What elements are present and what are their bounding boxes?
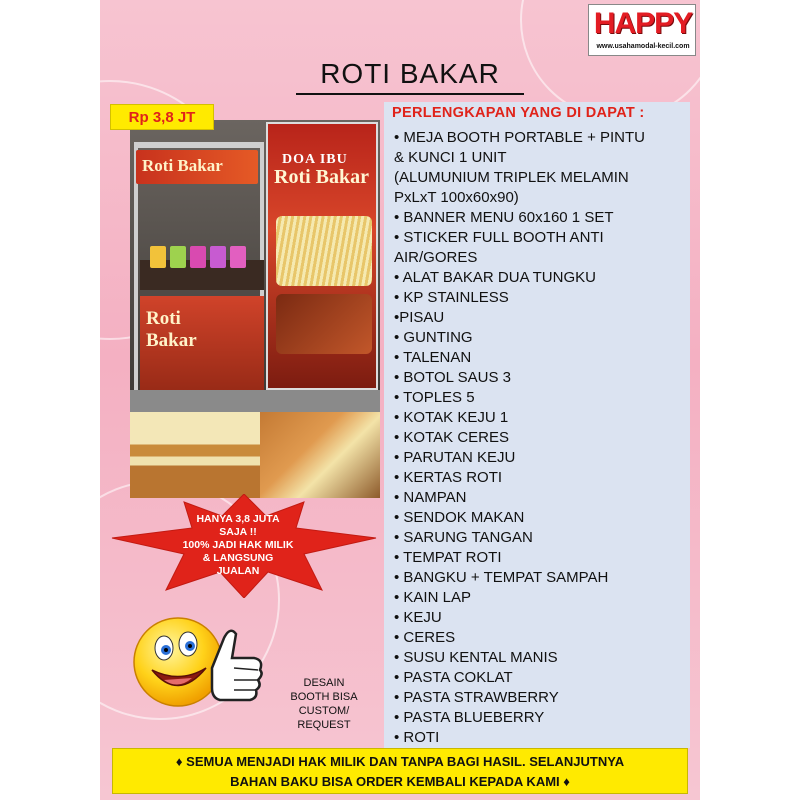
booth-sign xyxy=(136,150,258,184)
note-line: CUSTOM/ xyxy=(298,705,350,717)
promo-text xyxy=(156,513,320,578)
jar xyxy=(190,246,206,268)
photo-floor xyxy=(130,390,380,412)
banner-line2: Roti Bakar xyxy=(274,166,369,188)
thumbs-up-icon xyxy=(200,624,266,708)
equipment-list-item: • KOTAK KEJU 1 xyxy=(394,409,509,426)
jar xyxy=(150,246,166,268)
note-line: REQUEST xyxy=(297,719,351,731)
equipment-list-item: • KEJU xyxy=(394,609,442,626)
promo-line: JUALAN xyxy=(216,565,260,577)
promo-line: & LANGSUNG xyxy=(202,552,274,564)
jar xyxy=(210,246,226,268)
booth-panel-line2: Bakar xyxy=(146,330,197,351)
equipment-list-item: • PARUTAN KEJU xyxy=(394,449,516,466)
standing-banner xyxy=(266,122,378,390)
equipment-list-item: • ROTI xyxy=(394,729,440,746)
brand-url: www.usahamodal-kecil.com xyxy=(596,43,690,50)
title-underline xyxy=(296,93,524,95)
banner-line1: DOA IBU xyxy=(282,152,348,167)
promo-line: SAJA !! xyxy=(219,526,257,538)
equipment-list-item: • TOPLES 5 xyxy=(394,389,475,406)
equipment-list-item: • BANGKU + TEMPAT SAMPAH xyxy=(394,569,609,586)
equipment-list xyxy=(394,128,686,748)
equipment-list-item: • STICKER FULL BOOTH ANTI xyxy=(394,229,604,246)
equipment-list-item: • PASTA STRAWBERRY xyxy=(394,689,559,706)
food-photo-toast-slices xyxy=(260,412,380,498)
equipment-list-item: • SARUNG TANGAN xyxy=(394,529,533,546)
equipment-list-item: (ALUMUNIUM TRIPLEK MELAMIN xyxy=(394,169,629,186)
banner-food-image xyxy=(276,294,372,354)
equipment-list-item: • SUSU KENTAL MANIS xyxy=(394,649,558,666)
equipment-list-header: PERLENGKAPAN YANG DI DAPAT : xyxy=(392,105,645,121)
note-line: BOOTH BISA xyxy=(290,691,358,703)
equipment-list-panel xyxy=(384,102,690,748)
equipment-list-item: • PASTA COKLAT xyxy=(394,669,513,686)
equipment-list-item: AIR/GORES xyxy=(394,249,478,266)
equipment-list-item: •PISAU xyxy=(394,309,445,326)
booth-photo xyxy=(130,120,380,412)
brand-logo-text: HAPPY xyxy=(593,7,693,40)
booth-sign-text: Roti Bakar xyxy=(142,156,223,175)
promo-line: 100% JADI HAK MILIK xyxy=(182,539,294,551)
price-tag: Rp 3,8 JT xyxy=(110,104,214,130)
promo-line: HANYA 3,8 JUTA xyxy=(196,513,280,525)
booth-panel-line1: Roti xyxy=(146,308,181,329)
equipment-list-item: • BANNER MENU 60x160 1 SET xyxy=(394,209,614,226)
equipment-list-item: • KP STAINLESS xyxy=(394,289,509,306)
equipment-list-item: PxLxT 100x60x90) xyxy=(394,189,519,206)
footer-line2: BAHAN BAKU BISA ORDER KEMBALI KEPADA KAMI ♦ xyxy=(230,774,570,789)
custom-design-note xyxy=(284,676,364,732)
equipment-list-item: • NAMPAN xyxy=(394,489,467,506)
equipment-list-item: • GUNTING xyxy=(394,329,473,346)
equipment-list-item: • KAIN LAP xyxy=(394,589,471,606)
jar xyxy=(170,246,186,268)
note-line: DESAIN xyxy=(303,677,345,689)
equipment-list-item: • KOTAK CERES xyxy=(394,429,509,446)
equipment-list-item: • BOTOL SAUS 3 xyxy=(394,369,511,386)
poster xyxy=(100,0,700,800)
equipment-list-item: & KUNCI 1 UNIT xyxy=(394,149,507,166)
equipment-list-item: • SENDOK MAKAN xyxy=(394,509,525,526)
food-photo-cheese-toast xyxy=(130,412,260,498)
banner-food-image xyxy=(276,216,372,286)
equipment-list-item: • TALENAN xyxy=(394,349,472,366)
equipment-list-item: • PASTA BLUEBERRY xyxy=(394,709,545,726)
page-title: ROTI BAKAR xyxy=(320,58,500,89)
equipment-list-item: • MEJA BOOTH PORTABLE + PINTU xyxy=(394,129,646,146)
jar xyxy=(230,246,246,268)
footer-line1: ♦ SEMUA MENJADI HAK MILIK DAN TANPA BAGI HASIL. SELANJUTNYA xyxy=(175,754,625,769)
footer-banner xyxy=(112,748,688,794)
equipment-list-item: • KERTAS ROTI xyxy=(394,469,503,486)
equipment-list-item: • TEMPAT ROTI xyxy=(394,549,502,566)
equipment-list-item: • CERES xyxy=(394,629,456,646)
equipment-list-item: • ALAT BAKAR DUA TUNGKU xyxy=(394,269,596,286)
brand-logo xyxy=(588,4,696,56)
